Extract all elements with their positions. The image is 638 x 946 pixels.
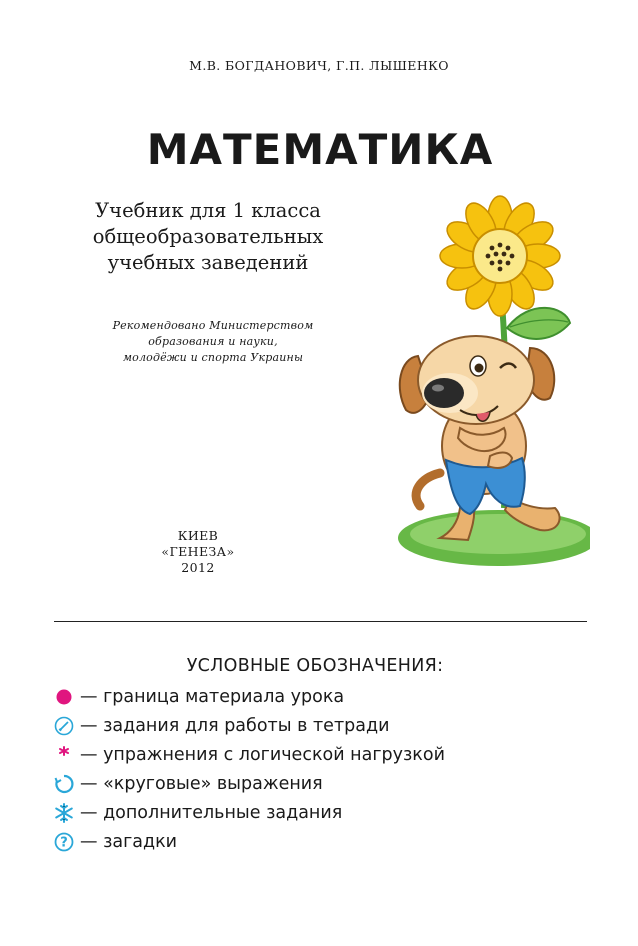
legend-item-label: — упражнения с логической нагрузкой <box>80 744 445 765</box>
sunflower-center <box>473 229 527 283</box>
legend-item-label: — загадки <box>80 831 178 852</box>
legend-item <box>53 711 613 740</box>
magenta-dot-icon <box>53 686 75 708</box>
circular-arrows-icon <box>53 773 75 795</box>
sunflower-leaf <box>507 308 570 339</box>
legend-item <box>53 682 613 711</box>
imprint-publisher: «ГЕНЕЗА» <box>161 544 235 559</box>
pencil-circle-icon <box>53 715 75 737</box>
legend-title: УСЛОВНЫЕ ОБОЗНАЧЕНИЯ: <box>186 656 444 676</box>
svg-text:?: ? <box>60 835 68 850</box>
book-subtitle <box>58 198 358 276</box>
puppy-arm <box>488 453 512 468</box>
legend-list <box>53 682 613 856</box>
legend-item <box>53 798 613 827</box>
publisher-imprint <box>128 528 268 576</box>
book-title: МАТЕМАТИКА <box>146 125 494 174</box>
legend-item <box>53 740 613 769</box>
authors: М.В. БОГДАНОВИЧ, Г.П. ЛЫШЕНКО <box>189 58 449 73</box>
imprint-year: 2012 <box>181 560 215 575</box>
legend-item-label: — граница материала урока <box>80 686 345 707</box>
subtitle-line: общеобразовательных <box>92 225 324 248</box>
legend-item-label: — дополнительные задания <box>80 802 343 823</box>
snowflake-icon <box>53 802 75 824</box>
recommendation-line: Рекомендовано Министерством <box>112 319 314 332</box>
subtitle-line: Учебник для 1 класса <box>95 199 321 222</box>
recommendation-line: молодёжи и спорта Украины <box>122 351 304 364</box>
imprint-city: КИЕВ <box>177 528 219 543</box>
legend-item-label: — задания для работы в тетради <box>80 715 390 736</box>
legend-item-label: — «круговые» выражения <box>80 773 323 794</box>
puppy-nose <box>424 378 464 408</box>
question-circle-icon <box>53 831 75 853</box>
legend-item <box>53 769 613 798</box>
asterisk-icon <box>53 744 75 766</box>
puppy-tail <box>416 473 440 506</box>
subtitle-line: учебных заведений <box>107 251 309 274</box>
puppy-shorts <box>446 458 525 514</box>
ministry-recommendation <box>78 318 348 366</box>
recommendation-line: образования и науки, <box>148 335 278 348</box>
section-divider <box>54 621 587 622</box>
puppy-with-sunflower-illustration <box>380 188 590 573</box>
legend-item <box>53 827 613 856</box>
